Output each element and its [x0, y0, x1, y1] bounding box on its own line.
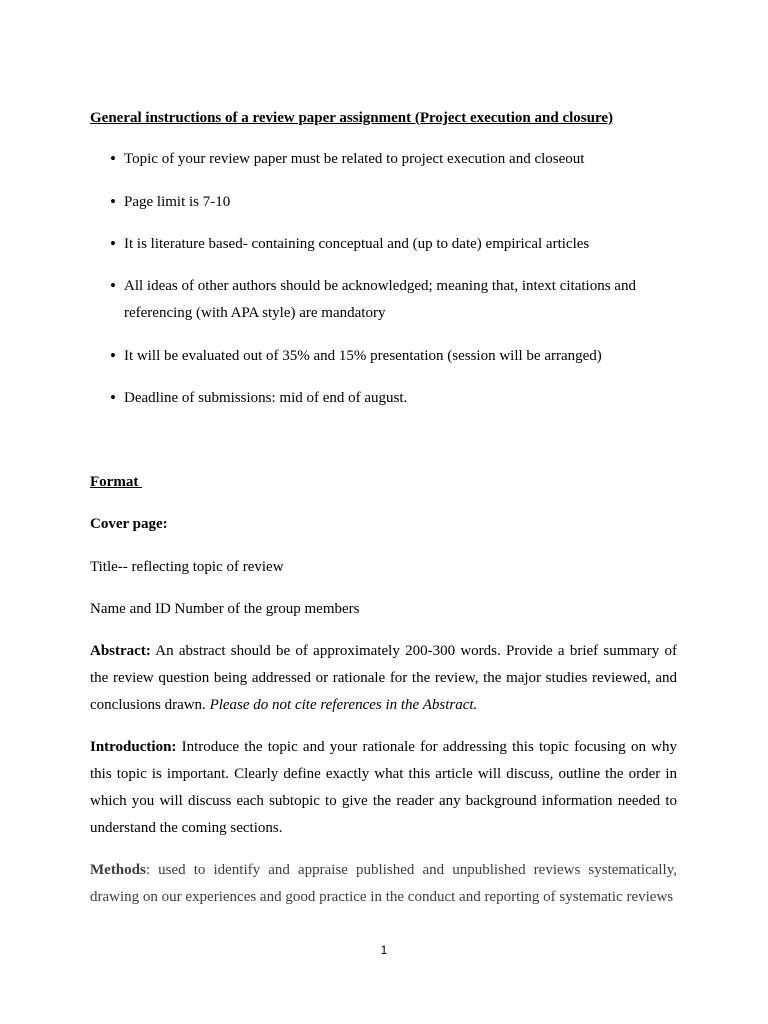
bullet-marker: • — [110, 388, 116, 407]
methods-paragraph — [90, 857, 677, 911]
cover-title-line: Title-- reflecting topic of review — [90, 559, 284, 575]
bullet-marker: • — [110, 234, 116, 253]
list-item: It will be evaluated out of 35% and 15% presentation (session will be arranged) — [124, 348, 602, 364]
methods-text: : used to identify and appraise published and unpublished reviews systematically, drawing on our experiences and good practice in the conduct and reporting of systematic reviews — [90, 862, 677, 905]
abstract-text: An abstract should be of approximately 200-300 words. Provide a brief summary of the review question being addressed or rationale for the review, the major studies reviewed, and conclusions drawn. — [90, 643, 677, 713]
introduction-paragraph — [90, 734, 677, 842]
format-heading: Format — [90, 474, 143, 490]
list-item: Topic of your review paper must be related to project execution and closeout — [124, 151, 585, 167]
cover-page-label: Cover page: — [90, 516, 168, 532]
cover-names-line: Name and ID Number of the group members — [90, 601, 360, 617]
bullet-marker: • — [110, 149, 116, 168]
abstract-paragraph — [90, 638, 677, 719]
list-item: It is literature based- containing conceptual and (up to date) empirical articles — [124, 236, 590, 252]
list-item: All ideas of other authors should be acknowledged; meaning that, intext citations and — [124, 278, 636, 294]
bullet-marker: • — [110, 276, 116, 295]
bullet-marker: • — [110, 346, 116, 365]
list-item: Deadline of submissions: mid of end of august. — [124, 390, 408, 406]
abstract-note: Please do not cite references in the Abstract. — [209, 697, 478, 713]
introduction-label: Introduction: — [90, 739, 177, 755]
introduction-text: Introduce the topic and your rationale for addressing this topic focusing on why this topic is important. Clearly define exactly what this article will discuss, outline the order in which you will discuss each subtopic to give the reader any background information needed to understand the coming sections. — [90, 739, 677, 836]
list-item: Page limit is 7-10 — [124, 194, 231, 210]
methods-label: Methods — [90, 862, 146, 878]
list-item-continuation: referencing (with APA style) are mandatory — [124, 305, 386, 321]
page-number: 1 — [380, 943, 388, 957]
page-heading: General instructions of a review paper assignment (Project execution and closure) — [90, 110, 613, 126]
abstract-label: Abstract: — [90, 643, 151, 659]
bullet-marker: • — [110, 192, 116, 211]
